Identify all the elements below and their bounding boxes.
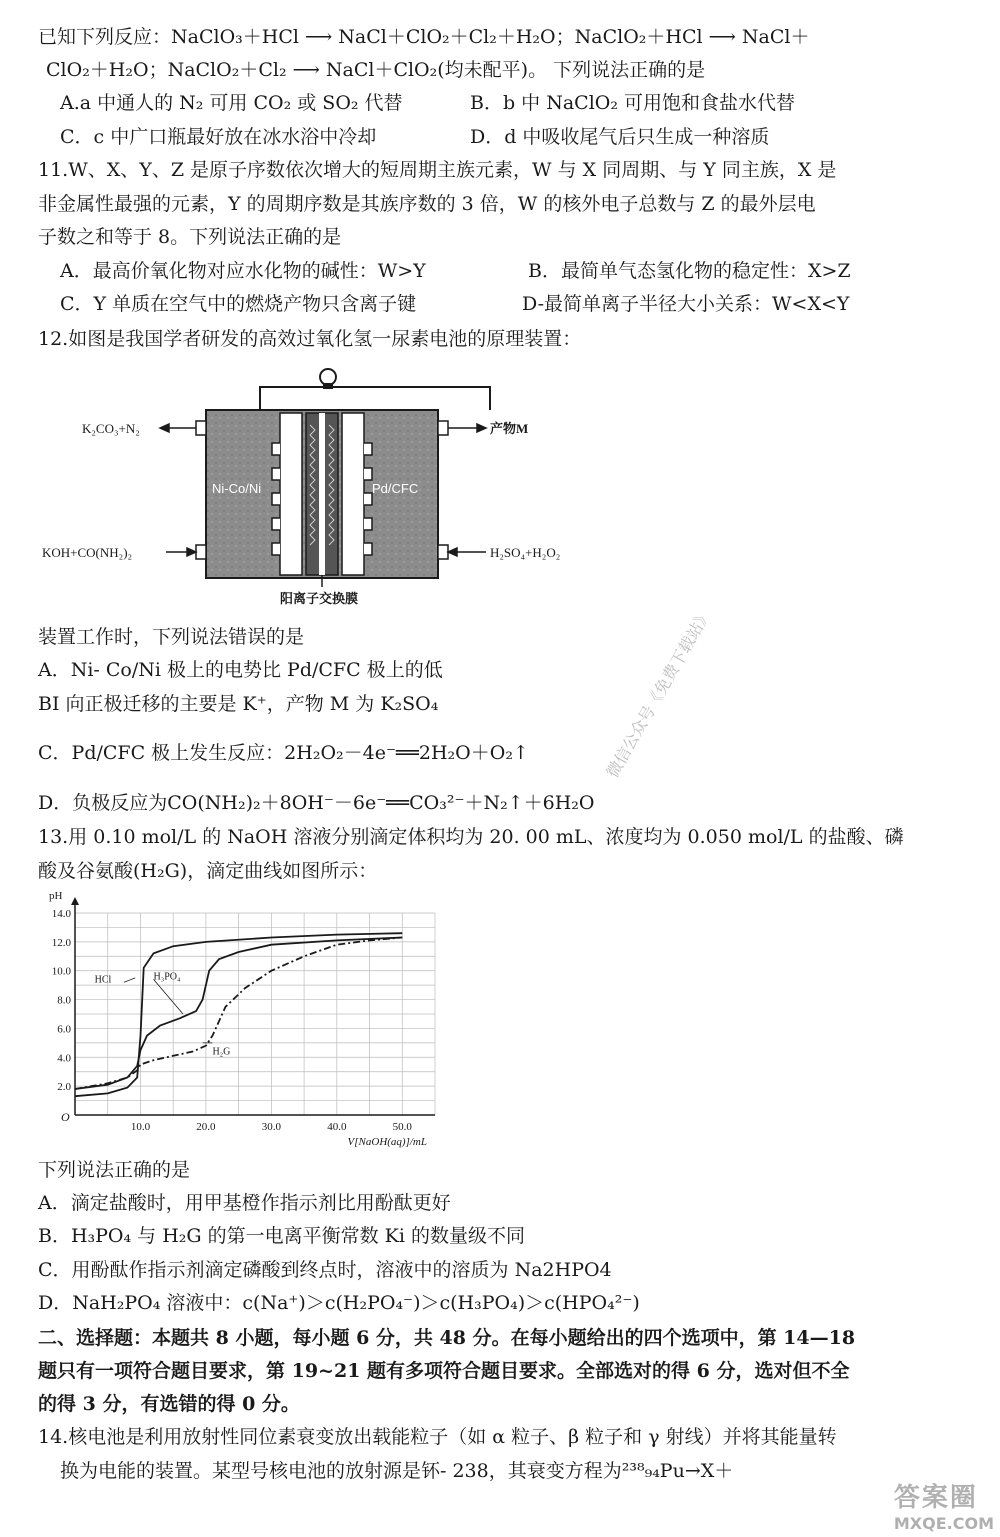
q11-option-c: C．Y 单质在空气中的燃烧产物只含离子键 [60, 293, 417, 315]
q10-option-a: A.a 中通人的 N₂ 可用 CO₂ 或 SO₂ 代替 [60, 92, 403, 114]
label-left-bottom: KOH+CO(NH₂)₂ [42, 545, 133, 560]
q13-line-1: 13.用 0.10 mol/L 的 NaOH 溶液分别滴定体积均为 20. 00 mL、浓度均为 0.050 mol/L 的盐酸、磷 [38, 826, 904, 848]
x-tick-label: 10.0 [130, 1121, 151, 1133]
label-right-bottom: H₂SO₄+H₂O₂ [490, 545, 561, 560]
label-left-top: K₂CO₃+N₂ [82, 421, 140, 436]
label-right-electrode: Pd/CFC [372, 481, 419, 496]
q12-option-a: A．Ni- Co/Ni 极上的电势比 Pd/CFC 极上的低 [38, 659, 443, 681]
section2-line-1: 二、选择题：本题共 8 小题，每小题 6 分，共 48 分。在每小题给出的四个选项中，第 14—18 [38, 1327, 856, 1349]
series-label-leader [154, 979, 183, 1014]
y-axis-arrow [71, 897, 79, 905]
series-label-leader [124, 978, 135, 982]
external-wire [260, 387, 490, 410]
y-tick-label: 12.0 [51, 936, 71, 949]
q10-option-d: D．d 中吸收尾气后只生成一种溶质 [470, 126, 770, 148]
q13-option-c: C．用酚酞作指示剂滴定磷酸到终点时，溶液中的溶质为 Na2HPO4 [38, 1259, 612, 1281]
q12-question: 装置工作时，下列说法错误的是 [38, 626, 305, 648]
y-tick-label: 6.0 [57, 1023, 71, 1036]
origin-label: O [61, 1110, 70, 1124]
q13-option-b: B．H₃PO₄ 与 H₂G 的第一电离平衡常数 Ki 的数量级不同 [38, 1225, 525, 1247]
q11-line-3: 子数之和等于 8。下列说法正确的是 [38, 226, 342, 248]
section2-line-3: 的得 3 分，有选错的得 0 分。 [38, 1393, 300, 1415]
q13-question: 下列说法正确的是 [38, 1159, 191, 1181]
x-tick-label: 40.0 [327, 1121, 347, 1133]
corner-logo-text: 答案圈 [893, 1483, 978, 1513]
section2-line-2: 题只有一项符合题目要求，第 19~21 题有多项符合题目要求。全部选对的得 6 分，选对但不全 [38, 1360, 850, 1382]
x-tick-label: 30.0 [261, 1121, 281, 1133]
q10-option-b: B．b 中 NaClO₂ 可用饱和食盐水代替 [470, 92, 796, 114]
q12-stem: 12.如图是我国学者研发的高效过氧化氢一尿素电池的原理装置： [38, 328, 582, 350]
q10-option-c: C．c 中广口瓶最好放在冰水浴中冷却 [60, 126, 377, 148]
y-tick-label: 14.0 [51, 908, 71, 920]
label-left-electrode: Ni-Co/Ni [212, 481, 262, 496]
y-tick-label: 10.0 [51, 965, 71, 978]
x-tick-label: 50.0 [392, 1121, 412, 1133]
q12-option-d: D．负极反应为CO(NH₂)₂＋8OH⁻－6e⁻══CO₃²⁻＋N₂↑＋6H₂O [38, 792, 595, 814]
q14-line-1: 14.核电池是利用放射性同位素衰变放出载能粒子（如 α 粒子、β 粒子和 γ 射线）并将其能量转 [38, 1426, 837, 1448]
series-label: H₂G [212, 1046, 231, 1058]
corner-logo-url: MXQE.COM [893, 1514, 994, 1533]
x-axis-label: V[NaOH(aq)]/mL [347, 1136, 427, 1148]
watermark-text: 微信公众号《免费下载站》 [602, 605, 716, 781]
q12-option-b: BI 向正极迁移的主要是 K⁺，产物 M 为 K₂SO₄ [38, 693, 439, 715]
q12-option-c: C．Pd/CFC 极上发生反应：2H₂O₂－4e⁻══2H₂O＋O₂↑ [38, 742, 529, 764]
membrane [306, 413, 338, 575]
q11-option-d: D-最简单离子半径大小关系：W<X<Y [522, 293, 850, 315]
q14-line-2: 换为电能的装置。某型号核电池的放射源是钚- 238，其衰变方程为²³⁸₉₄Pu→X＋ [60, 1460, 734, 1482]
q11-option-b: B．最简单气态氢化物的稳定性：X>Z [528, 260, 851, 282]
x-tick-label: 20.0 [196, 1121, 216, 1133]
y-tick-label: 4.0 [57, 1052, 71, 1065]
q10-intro-line-2: ClO₂＋H₂O；NaClO₂＋Cl₂ ⟶ NaCl＋ClO₂(均未配平)。 下列说法正确的是 [46, 59, 706, 81]
titration-chart [30, 885, 450, 1150]
y-tick-label: 8.0 [57, 994, 71, 1007]
series-label: H₃PO₄ [153, 971, 181, 983]
q11-line-2: 非金属性最强的元素，Y 的周期序数是其族序数的 3 倍，W 的核外电子总数与 Z 的最外层电 [38, 193, 816, 215]
y-axis-label: pH [49, 890, 63, 902]
q11-option-a: A．最高价氧化物对应水化物的碱性：W>Y [60, 260, 426, 282]
battery-diagram [30, 365, 630, 610]
series-label: HCl [94, 974, 112, 986]
label-membrane: 阳离子交换膜 [280, 592, 359, 607]
q13-option-a: A．滴定盐酸时，用甲基橙作指示剂比用酚酞更好 [38, 1192, 451, 1214]
q11-line-1: 11.W、X、Y、Z 是原子序数依次增大的短周期主族元素，W 与 X 同周期、与 Y 同主族，X 是 [38, 159, 837, 181]
corner-logo [894, 1477, 994, 1533]
q13-option-d: D．NaH₂PO₄ 溶液中：c(Na⁺)＞c(H₂PO₄⁻)＞c(H₃PO₄)＞c(HPO₄²⁻) [38, 1292, 640, 1314]
q10-intro-line-1: 已知下列反应：NaClO₃＋HCl ⟶ NaCl＋ClO₂＋Cl₂＋H₂O；NaClO₂＋HCl ⟶ NaCl＋ [38, 26, 810, 48]
y-tick-label: 2.0 [57, 1081, 71, 1094]
label-right-top: 产物M [490, 421, 529, 436]
q13-line-2: 酸及谷氨酸(H₂G)，滴定曲线如图所示： [38, 860, 378, 882]
